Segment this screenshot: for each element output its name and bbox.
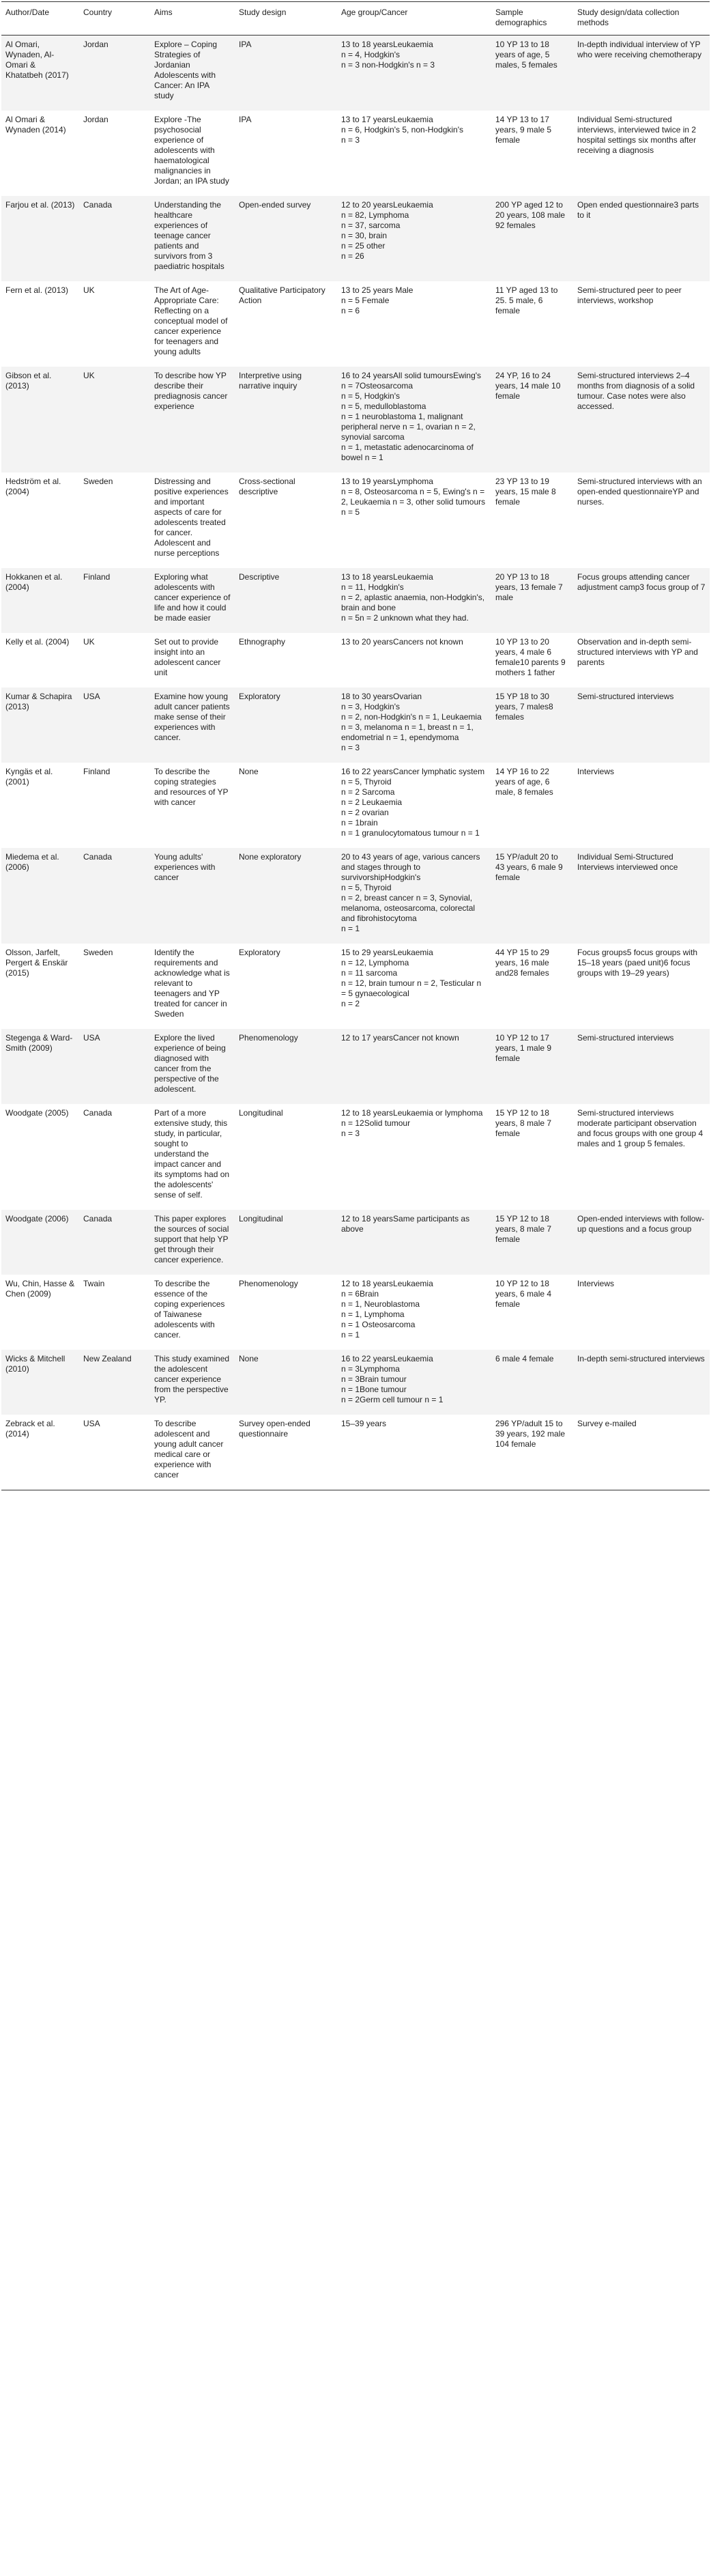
- cell-age-group-cancer: 18 to 30 yearsOvarian n = 3, Hodgkin's n = 2, non-Hodgkin's n = 1, Leukaemia n = 3, melanoma n = 1, breast n = 1, endometrial n = 1, ependymoma n = 3: [337, 688, 491, 763]
- cell-aims: This paper explores the sources of social support that help YP get through their cancer experience.: [150, 1210, 235, 1275]
- cell-author-date: Hokkanen et al. (2004): [1, 568, 79, 633]
- cell-aims: Understanding the healthcare experiences of teenage cancer patients and survivors from 3 paediatric hospitals: [150, 196, 235, 281]
- cell-study-design: Cross-sectional descriptive: [235, 472, 337, 568]
- cell-study-design: Longitudinal: [235, 1210, 337, 1275]
- table-row: [1, 281, 710, 367]
- column-header-author-date: Author/Date: [1, 2, 79, 36]
- cell-age-group-cancer: 15–39 years: [337, 1415, 491, 1490]
- cell-study-design: Phenomenology: [235, 1275, 337, 1350]
- cell-age-group-cancer: 16 to 22 yearsCancer lymphatic system n = 5, Thyroid n = 2 Sarcoma n = 2 Leukaemia n = 2 ovarian n = 1brain n = 1 granulocytomatous tumour n = 1: [337, 763, 491, 848]
- cell-aims: Set out to provide insight into an adolescent cancer unit: [150, 633, 235, 688]
- column-header-data-collection-methods: Study design/data collection methods: [573, 2, 710, 36]
- cell-age-group-cancer: 15 to 29 yearsLeukaemia n = 12, Lymphoma n = 11 sarcoma n = 12, brain tumour n = 2, Testicular n = 5 gynaecological n = 2: [337, 944, 491, 1029]
- cell-country: UK: [79, 367, 150, 472]
- cell-aims: Explore the lived experience of being diagnosed with cancer from the perspective of the adolescent.: [150, 1029, 235, 1104]
- cell-sample-demographics: 14 YP 16 to 22 years of age, 6 male, 8 females: [491, 763, 573, 848]
- cell-data-collection-methods: Semi-structured interviews with an open-ended questionnaireYP and nurses.: [573, 472, 710, 568]
- cell-country: Canada: [79, 848, 150, 944]
- cell-aims: To describe the coping strategies and resources of YP with cancer: [150, 763, 235, 848]
- cell-sample-demographics: 23 YP 13 to 19 years, 15 male 8 female: [491, 472, 573, 568]
- cell-data-collection-methods: Interviews: [573, 763, 710, 848]
- cell-sample-demographics: 10 YP 13 to 18 years of age, 5 males, 5 females: [491, 36, 573, 111]
- cell-country: USA: [79, 1029, 150, 1104]
- cell-data-collection-methods: Interviews: [573, 1275, 710, 1350]
- cell-author-date: Farjou et al. (2013): [1, 196, 79, 281]
- table-row: [1, 763, 710, 848]
- cell-age-group-cancer: 12 to 18 yearsLeukaemia n = 6Brain n = 1, Neuroblastoma n = 1, Lymphoma n = 1 Osteosarcoma n = 1: [337, 1275, 491, 1350]
- cell-author-date: Gibson et al. (2013): [1, 367, 79, 472]
- cell-age-group-cancer: 12 to 18 yearsSame participants as above: [337, 1210, 491, 1275]
- column-header-aims: Aims: [150, 2, 235, 36]
- cell-study-design: Exploratory: [235, 688, 337, 763]
- cell-data-collection-methods: Focus groups5 focus groups with 15–18 years (paed unit)6 focus groups with 19–29 years): [573, 944, 710, 1029]
- cell-data-collection-methods: Semi-structured interviews: [573, 688, 710, 763]
- cell-country: Jordan: [79, 111, 150, 196]
- cell-data-collection-methods: Semi-structured interviews 2–4 months from diagnosis of a solid tumour. Case notes were also accessed.: [573, 367, 710, 472]
- cell-aims: Examine how young adult cancer patients make sense of their experiences with cancer.: [150, 688, 235, 763]
- cell-age-group-cancer: 13 to 18 yearsLeukaemia n = 4, Hodgkin's n = 3 non-Hodgkin's n = 3: [337, 36, 491, 111]
- cell-age-group-cancer: 13 to 25 years Male n = 5 Female n = 6: [337, 281, 491, 367]
- cell-author-date: Woodgate (2005): [1, 1104, 79, 1210]
- cell-country: Twain: [79, 1275, 150, 1350]
- cell-country: USA: [79, 688, 150, 763]
- cell-sample-demographics: 15 YP 12 to 18 years, 8 male 7 female: [491, 1104, 573, 1210]
- cell-author-date: Woodgate (2006): [1, 1210, 79, 1275]
- table-header: [1, 2, 710, 36]
- cell-sample-demographics: 15 YP 12 to 18 years, 8 male 7 female: [491, 1210, 573, 1275]
- cell-author-date: Fern et al. (2013): [1, 281, 79, 367]
- cell-author-date: Wu, Chin, Hasse & Chen (2009): [1, 1275, 79, 1350]
- cell-data-collection-methods: Observation and in-depth semi-structured interviews with YP and parents: [573, 633, 710, 688]
- column-header-sample-demographics: Sample demographics: [491, 2, 573, 36]
- cell-country: Jordan: [79, 36, 150, 111]
- table-row: [1, 36, 710, 111]
- cell-sample-demographics: 20 YP 13 to 18 years, 13 female 7 male: [491, 568, 573, 633]
- cell-study-design: Survey open-ended questionnaire: [235, 1415, 337, 1490]
- cell-study-design: Qualitative Participatory Action: [235, 281, 337, 367]
- table-row: [1, 1029, 710, 1104]
- cell-age-group-cancer: 13 to 19 yearsLymphoma n = 8, Osteosarcoma n = 5, Ewing's n = 2, Leukaemia n = 3, other solid tumours n = 5: [337, 472, 491, 568]
- cell-country: Finland: [79, 568, 150, 633]
- cell-aims: Young adults' experiences with cancer: [150, 848, 235, 944]
- table-row: [1, 633, 710, 688]
- cell-sample-demographics: 15 YP/adult 20 to 43 years, 6 male 9 female: [491, 848, 573, 944]
- cell-study-design: IPA: [235, 36, 337, 111]
- cell-author-date: Zebrack et al. (2014): [1, 1415, 79, 1490]
- cell-age-group-cancer: 13 to 20 yearsCancers not known: [337, 633, 491, 688]
- cell-study-design: Descriptive: [235, 568, 337, 633]
- cell-data-collection-methods: Individual Semi-Structured Interviews interviewed once: [573, 848, 710, 944]
- cell-data-collection-methods: In-depth semi-structured interviews: [573, 1350, 710, 1415]
- cell-aims: To describe adolescent and young adult cancer medical care or experience with cancer: [150, 1415, 235, 1490]
- cell-study-design: Longitudinal: [235, 1104, 337, 1210]
- cell-author-date: Kumar & Schapira (2013): [1, 688, 79, 763]
- cell-data-collection-methods: Semi-structured peer to peer interviews, workshop: [573, 281, 710, 367]
- cell-study-design: Ethnography: [235, 633, 337, 688]
- cell-country: Canada: [79, 1104, 150, 1210]
- table-row: [1, 367, 710, 472]
- cell-data-collection-methods: Open-ended interviews with follow-up questions and a focus group: [573, 1210, 710, 1275]
- cell-sample-demographics: 6 male 4 female: [491, 1350, 573, 1415]
- cell-study-design: None: [235, 763, 337, 848]
- cell-country: Sweden: [79, 944, 150, 1029]
- table-row: [1, 848, 710, 944]
- table-body: [1, 36, 710, 1490]
- cell-data-collection-methods: Semi-structured interviews: [573, 1029, 710, 1104]
- table-row: [1, 111, 710, 196]
- cell-age-group-cancer: 16 to 24 yearsAll solid tumoursEwing's n = 7Osteosarcoma n = 5, Hodgkin's n = 5, medulloblastoma n = 1 neuroblastoma 1, malignant peripheral nerve n = 1, ovarian n = 2, synovial sarcoma n = 1, metastatic adenocarcinoma of bowel n = 1: [337, 367, 491, 472]
- column-header-country: Country: [79, 2, 150, 36]
- cell-aims: To describe the essence of the coping experiences of Taiwanese adolescents with cancer.: [150, 1275, 235, 1350]
- cell-country: Canada: [79, 1210, 150, 1275]
- cell-data-collection-methods: Open ended questionnaire3 parts to it: [573, 196, 710, 281]
- cell-aims: To describe how YP describe their prediagnosis cancer experience: [150, 367, 235, 472]
- cell-aims: Exploring what adolescents with cancer experience of life and how it could be made easier: [150, 568, 235, 633]
- cell-author-date: Olsson, Jarfelt, Pergert & Enskär (2015): [1, 944, 79, 1029]
- cell-author-date: Al Omari & Wynaden (2014): [1, 111, 79, 196]
- table-row: [1, 1275, 710, 1350]
- cell-sample-demographics: 11 YP aged 13 to 25. 5 male, 6 female: [491, 281, 573, 367]
- cell-data-collection-methods: Survey e-mailed: [573, 1415, 710, 1490]
- cell-age-group-cancer: 12 to 17 yearsCancer not known: [337, 1029, 491, 1104]
- table-row: [1, 688, 710, 763]
- cell-sample-demographics: 296 YP/adult 15 to 39 years, 192 male 104 female: [491, 1415, 573, 1490]
- cell-aims: This study examined the adolescent cancer experience from the perspective YP.: [150, 1350, 235, 1415]
- column-header-age-group-cancer: Age group/Cancer: [337, 2, 491, 36]
- cell-data-collection-methods: Focus groups attending cancer adjustment camp3 focus group of 7: [573, 568, 710, 633]
- table-row: [1, 472, 710, 568]
- cell-age-group-cancer: 16 to 22 yearsLeukaemia n = 3Lymphoma n = 3Brain tumour n = 1Bone tumour n = 2Germ cell tumour n = 1: [337, 1350, 491, 1415]
- table-row: [1, 568, 710, 633]
- cell-study-design: IPA: [235, 111, 337, 196]
- table-row: [1, 196, 710, 281]
- cell-country: UK: [79, 281, 150, 367]
- table-row: [1, 1210, 710, 1275]
- cell-sample-demographics: 10 YP 12 to 18 years, 6 male 4 female: [491, 1275, 573, 1350]
- cell-study-design: Phenomenology: [235, 1029, 337, 1104]
- cell-sample-demographics: 15 YP 18 to 30 years, 7 males8 females: [491, 688, 573, 763]
- cell-study-design: None: [235, 1350, 337, 1415]
- cell-data-collection-methods: In-depth individual interview of YP who were receiving chemotherapy: [573, 36, 710, 111]
- table-row: [1, 944, 710, 1029]
- column-header-study-design: Study design: [235, 2, 337, 36]
- cell-aims: The Art of Age-Appropriate Care: Reflecting on a conceptual model of cancer experience for teenagers and young adults: [150, 281, 235, 367]
- cell-author-date: Wicks & Mitchell (2010): [1, 1350, 79, 1415]
- table-row: [1, 1350, 710, 1415]
- cell-country: Finland: [79, 763, 150, 848]
- cell-sample-demographics: 44 YP 15 to 29 years, 16 male and28 females: [491, 944, 573, 1029]
- cell-sample-demographics: 10 YP 13 to 20 years, 4 male 6 female10 parents 9 mothers 1 father: [491, 633, 573, 688]
- cell-study-design: Exploratory: [235, 944, 337, 1029]
- cell-age-group-cancer: 13 to 18 yearsLeukaemia n = 11, Hodgkin's n = 2, aplastic anaemia, non-Hodgkin's, brain and bone n = 5n = 2 unknown what they had.: [337, 568, 491, 633]
- cell-age-group-cancer: 12 to 20 yearsLeukaemia n = 82, Lymphoma n = 37, sarcoma n = 30, brain n = 25 other n = 26: [337, 196, 491, 281]
- cell-sample-demographics: 10 YP 12 to 17 years, 1 male 9 female: [491, 1029, 573, 1104]
- cell-age-group-cancer: 13 to 17 yearsLeukaemia n = 6, Hodgkin's 5, non-Hodgkin's n = 3: [337, 111, 491, 196]
- cell-study-design: Open-ended survey: [235, 196, 337, 281]
- table-row: [1, 1104, 710, 1210]
- cell-age-group-cancer: 12 to 18 yearsLeukaemia or lymphoma n = 12Solid tumour n = 3: [337, 1104, 491, 1210]
- cell-sample-demographics: 200 YP aged 12 to 20 years, 108 male 92 females: [491, 196, 573, 281]
- cell-country: New Zealand: [79, 1350, 150, 1415]
- cell-study-design: None exploratory: [235, 848, 337, 944]
- cell-author-date: Hedström et al. (2004): [1, 472, 79, 568]
- cell-study-design: Interpretive using narrative inquiry: [235, 367, 337, 472]
- cell-data-collection-methods: Individual Semi-structured interviews, interviewed twice in 2 hospital settings six months after receiving a diagnosis: [573, 111, 710, 196]
- cell-author-date: Kelly et al. (2004): [1, 633, 79, 688]
- cell-aims: Explore – Coping Strategies of Jordanian Adolescents with Cancer: An IPA study: [150, 36, 235, 111]
- cell-author-date: Al Omari, Wynaden, Al-Omari & Khatatbeh (2017): [1, 36, 79, 111]
- cell-aims: Distressing and positive experiences and important aspects of care for adolescents treated for cancer. Adolescent and nurse perceptions: [150, 472, 235, 568]
- cell-author-date: Kyngäs et al. (2001): [1, 763, 79, 848]
- cell-country: Canada: [79, 196, 150, 281]
- cell-data-collection-methods: Semi-structured interviews moderate participant observation and focus groups with one group 4 males and 1 group 5 females.: [573, 1104, 710, 1210]
- cell-age-group-cancer: 20 to 43 years of age, various cancers and stages through to survivorshipHodgkin's n = 5, Thyroid n = 2, breast cancer n = 3, Synovial, melanoma, osteosarcoma, colorectal and fibrohistocytoma n = 1: [337, 848, 491, 944]
- studies-table: [1, 1, 710, 1490]
- cell-author-date: Miedema et al. (2006): [1, 848, 79, 944]
- cell-aims: Part of a more extensive study, this study, in particular, sought to understand the impact cancer and its symptoms had on the adolescents' sense of self.: [150, 1104, 235, 1210]
- header-row: [1, 2, 710, 36]
- cell-sample-demographics: 14 YP 13 to 17 years, 9 male 5 female: [491, 111, 573, 196]
- cell-country: UK: [79, 633, 150, 688]
- cell-aims: Explore -The psychosocial experience of adolescents with haematological malignancies in Jordan; an IPA study: [150, 111, 235, 196]
- cell-aims: Identify the requirements and acknowledge what is relevant to teenagers and YP treated for cancer in Sweden: [150, 944, 235, 1029]
- cell-author-date: Stegenga & Ward-Smith (2009): [1, 1029, 79, 1104]
- cell-country: USA: [79, 1415, 150, 1490]
- cell-sample-demographics: 24 YP, 16 to 24 years, 14 male 10 female: [491, 367, 573, 472]
- table-row: [1, 1415, 710, 1490]
- cell-country: Sweden: [79, 472, 150, 568]
